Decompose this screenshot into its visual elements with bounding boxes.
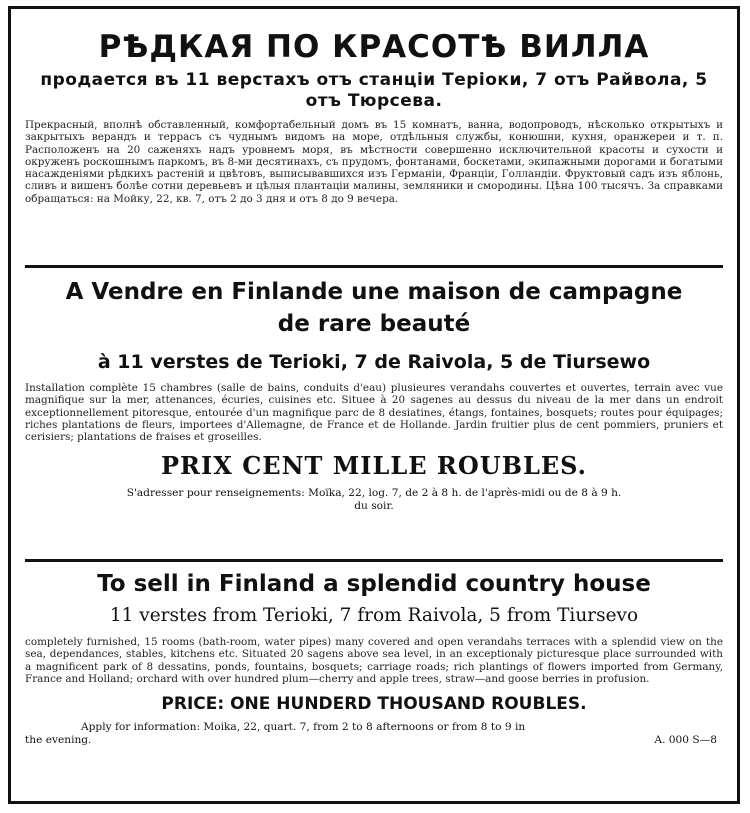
- section-divider-1: [25, 265, 723, 268]
- french-title-line2: de rare beauté: [277, 311, 471, 337]
- russian-title: РѢДКАЯ ПО КРАСОТѢ ВИЛЛА: [98, 29, 650, 65]
- french-body: Installation complète 15 chambres (salle de bains, conduits d'eau) plusieures verandahs couvertes et ouvertes, terrain avec vue magnifique sur la mer, attenances, écuries, cuisines etc. Situee à 20 sagenes au dessus du niveau de la mer dans un endroit exceptionnellement pitoresque, entourée d'un magnifique parc de 8 desiatines, étangs, fontaines, bosquets; routes pour équipages; riches plantations de fleurs, importees d'Allemagne, de France et de Hollande. Jardin fruitier plus de cent pommiers, pruniers et cerisiers; plantations de fraises et groseilles.: [25, 382, 723, 444]
- russian-body: Прекрасный, вполнѣ обставленный, комфортабельный домъ въ 15 комнатъ, ванна, водопроводъ, нѣсколько открытыхъ и закрытыхъ верандъ и террасъ съ чуднымъ видомъ на море, отдѣльныя службы, конюшни, кухня, оранжереи и т. п. Расположенъ на 20 саженяхъ надъ уровнемъ моря, въ мѣстности совершенно исключительной красоты и сухости и окруженъ роскошнымъ паркомъ, въ 8-ми десятинахъ, съ прудомъ, фонтанами, боскетами, экипажными дорогами и богатыми насажденіями рѣдкихъ растеній и цвѣтовъ, выписывавшихся изъ Германіи, Франціи, Голландіи. Фруктовый садъ изъ яблонь, сливъ и вишенъ болѣе сотни деревьевъ и цѣлыя плантаціи малины, земляники и смородины. Цѣна 100 тысячъ. За справками обращаться: на Мойку, 22, кв. 7, отъ 2 до 3 дня и отъ 8 до 9 вечера.: [25, 119, 723, 205]
- advertisement-frame: [8, 6, 740, 804]
- russian-section: [25, 28, 723, 205]
- english-subtitle: 11 verstes from Terioki, 7 from Raivola, 5 from Tiursevo: [109, 605, 639, 626]
- english-title: To sell in Finland a splendid country house: [97, 571, 651, 597]
- english-contact-line1: Apply for information: Moika, 22, quart. 7, from 2 to 8 afternoons or from 8 to 9 in: [81, 721, 526, 734]
- french-contact: [25, 487, 723, 513]
- frame-top-border: [11, 6, 737, 9]
- english-body: completely furnished, 15 rooms (bath-room, water pipes) many covered and open verandahs terraces with a splendid view on the sea, dependances, stables, kitchens etc. Situated 20 sagens above sea level, in an exceptionaly picturesque place surrounded with a magnificent park of 8 dessatins, ponds, fountains, bosquets; carriage roads; rich plantings of flowers imported from Germany, France and Holland; orchard with over hundred plum—cherry and apple trees, straw—and goose berries in profusion.: [25, 636, 723, 685]
- russian-subtitle: продается въ 11 верстахъ отъ станціи Теріоки, 7 отъ Райвола, 5 отъ Тюрсева.: [40, 70, 708, 111]
- section-divider-2: [25, 559, 723, 562]
- english-price: PRICE: ONE HUNDERD THOUSAND ROUBLES.: [161, 694, 587, 715]
- ad-reference-code: A. 000 S—8: [654, 733, 717, 746]
- french-section: [25, 276, 723, 513]
- english-contact: [25, 721, 723, 746]
- english-contact-line2-row: [25, 734, 723, 747]
- french-contact-line1: S'adresser pour renseignements: Moïka, 22, log. 7, de 2 à 8 h. de l'après-midi ou de 8 à 9 h.: [126, 487, 622, 500]
- french-price: PRIX CENT MILLE ROUBLES.: [161, 451, 587, 481]
- frame-bottom-border: [11, 801, 737, 804]
- english-section: [25, 568, 723, 746]
- french-subtitle: à 11 verstes de Terioki, 7 de Raivola, 5 de Tiursewo: [97, 351, 651, 373]
- english-contact-line2: the evening.: [25, 733, 92, 746]
- french-title-line1: A Vendre en Finlande une maison de campagne: [65, 279, 683, 305]
- french-contact-line2: du soir.: [354, 500, 394, 513]
